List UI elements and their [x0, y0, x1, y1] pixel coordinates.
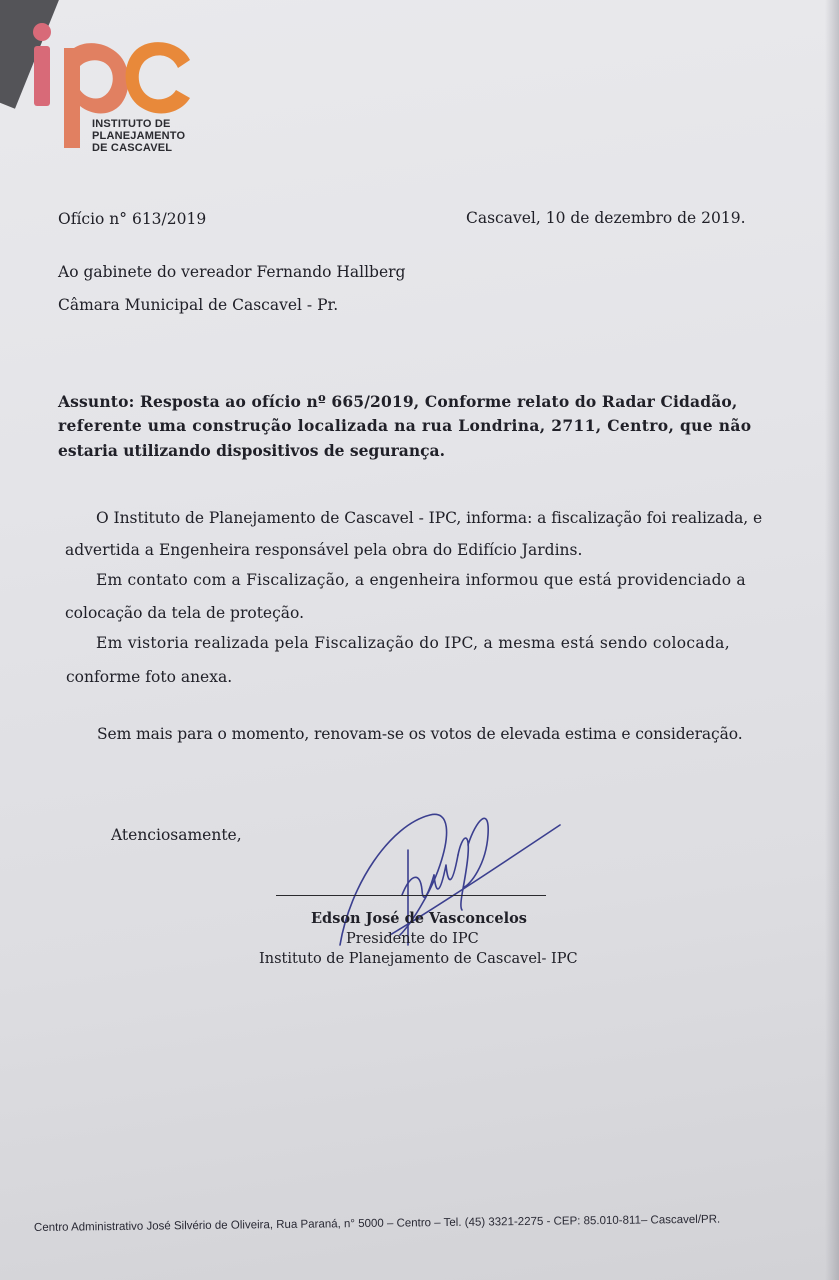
body-p2-line-1: Em contato com a Fiscalização, a engenheira informou que está providenciado a — [96, 571, 746, 589]
logo-line-2: PLANEJAMENTO — [92, 130, 186, 142]
subject-line-3: estaria utilizando dispositivos de segurança. — [58, 441, 445, 460]
signature-line — [276, 895, 546, 896]
body-p3-line-2: conforme foto anexa. — [66, 668, 233, 686]
logo-wordmark — [92, 118, 185, 154]
body-p3-line-1: Em vistoria realizada pela Fiscalização do IPC, a mesma está sendo colocada, — [96, 634, 730, 652]
recipient-line-1: Ao gabinete do vereador Fernando Hallberg — [58, 263, 406, 281]
body-p1-line-1: O Instituto de Planejamento de Cascavel - IPC, informa: a fiscalização foi realizada, e — [96, 509, 763, 527]
signer-title: Presidente do IPC — [346, 931, 479, 947]
logo-line-1: INSTITUTO DE — [92, 118, 171, 130]
recipient-line-2: Câmara Municipal de Cascavel - Pr. — [58, 296, 339, 314]
letter-date: Cascavel, 10 de dezembro de 2019. — [466, 209, 746, 227]
signer-name: Edson José de Vasconcelos — [311, 910, 527, 927]
signer-organization: Instituto de Planejamento de Cascavel- IPC — [259, 951, 578, 967]
subject-line-1: Assunto: Resposta ao ofício nº 665/2019, Conforme relato do Radar Cidadão, — [58, 392, 738, 411]
footer-address: Centro Administrativo José Silvério de Oliveira, Rua Paraná, n° 5000 – Centro – Tel. (45) 3321-2275 - CEP: 85.010-811– Cascavel/PR. — [33, 1213, 721, 1234]
subject-line-2: referente uma construção localizada na rua Londrina, 2711, Centro, que não — [58, 416, 752, 435]
office-number: Ofício n° 613/2019 — [58, 210, 207, 228]
body-p2-line-2: colocação da tela de proteção. — [65, 604, 305, 622]
logo-line-3: DE CASCAVEL — [92, 142, 173, 154]
body-closing: Sem mais para o momento, renovam-se os votos de elevada estima e consideração. — [97, 725, 743, 743]
body-p1-line-2: advertida a Engenheira responsável pela obra do Edifício Jardins. — [65, 541, 583, 559]
salutation: Atenciosamente, — [111, 826, 242, 844]
page-edge-shadow — [825, 0, 839, 1280]
